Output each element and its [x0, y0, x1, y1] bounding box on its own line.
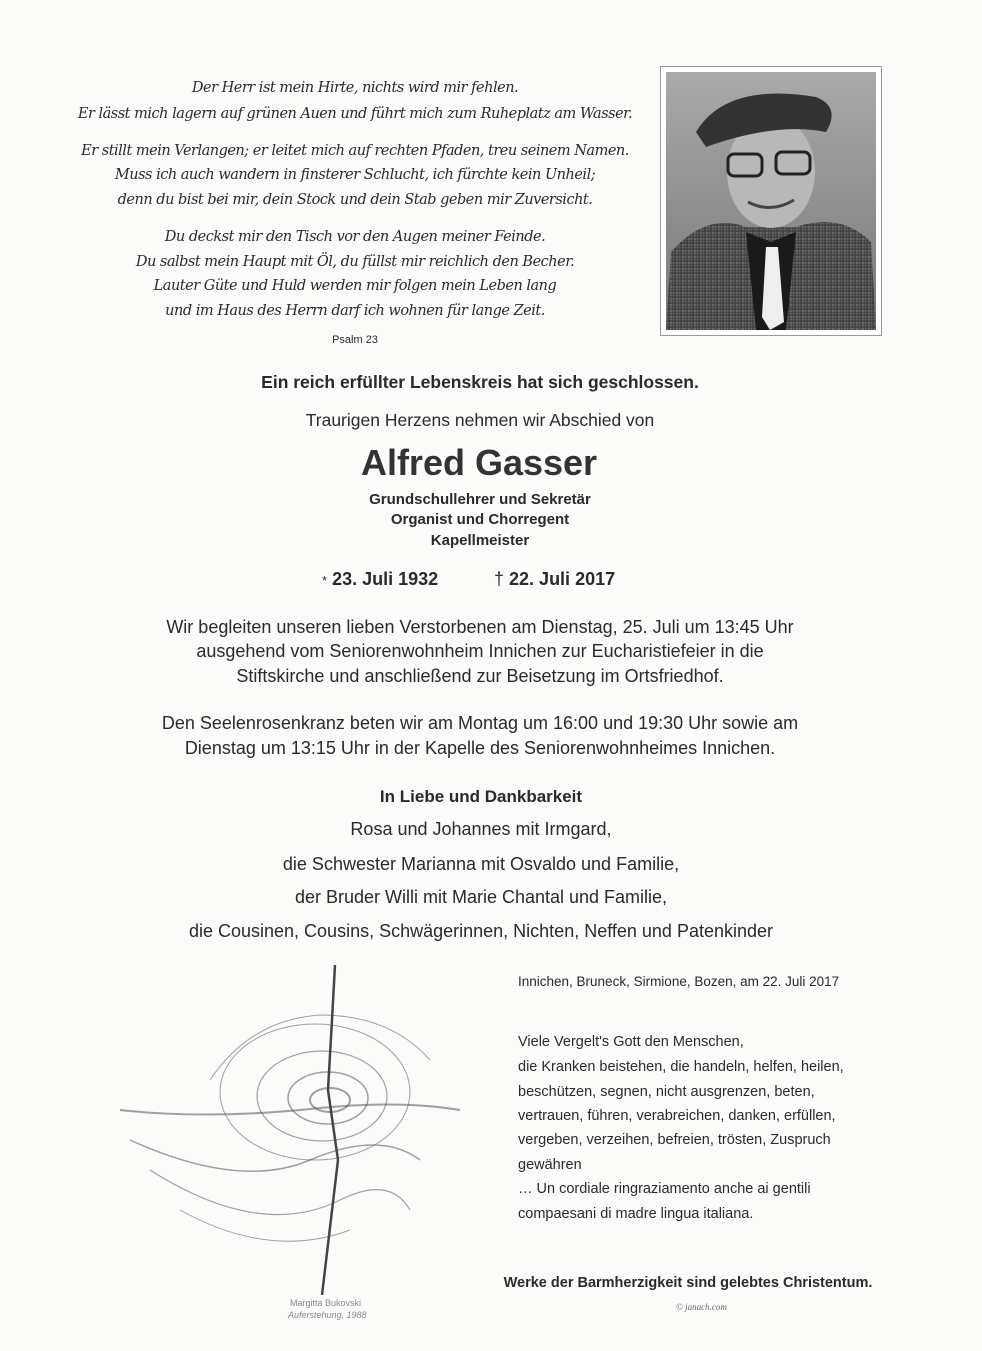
birth-symbol: *: [322, 573, 328, 588]
death-date-value: 22. Juli 2017: [509, 569, 616, 589]
deceased-role: Grundschullehrer und Sekretär: [369, 491, 591, 508]
thanks-line: beschützen, segnen, nicht ausgrenzen, beten,: [518, 1084, 815, 1100]
thanks-line: vergeben, verzeihen, befreien, trösten, Zuspruch: [518, 1132, 831, 1148]
funeral-line: ausgehend vom Seniorenwohnheim Innichen zur Eucharistiefeier in die: [196, 641, 764, 661]
artwork-title: Auferstehung, 1988: [288, 1310, 367, 1320]
mourner-line: die Cousinen, Cousins, Schwägerinnen, Nichten, Neffen und Patenkinder: [188, 921, 774, 941]
place-date: Innichen, Bruneck, Sirmione, Bozen, am 22. Juli 2017: [518, 974, 840, 989]
thanks-line: die Kranken beistehen, die handeln, helfen, heilen,: [518, 1059, 844, 1075]
birth-date: [322, 569, 438, 590]
thanks-line: compaesani di madre lingua italiana.: [518, 1206, 754, 1222]
thanks-line: … Un cordiale ringraziamento anche ai gentili: [518, 1181, 811, 1197]
death-date: [494, 569, 615, 590]
birth-date-value: 23. Juli 1932: [332, 569, 439, 589]
psalm-line: denn du bist bei mir, dein Stock und dein Stab geben mir Zuversicht.: [117, 192, 593, 208]
farewell-text: Traurigen Herzens nehmen wir Abschied von: [305, 410, 655, 430]
deceased-name: Alfred Gasser: [360, 442, 598, 483]
psalm-line: und im Haus des Herrn darf ich wohnen für lange Zeit.: [165, 303, 545, 319]
deceased-role: Kapellmeister: [430, 532, 530, 549]
artwork-drawing: [60, 960, 480, 1300]
psalm-line: Muss ich auch wandern in finsterer Schlucht, ich fürchte kein Unheil;: [114, 167, 596, 183]
portrait-photo: [660, 66, 882, 336]
thanks-line: gewähren: [518, 1157, 582, 1173]
psalm-line: Du salbst mein Haupt mit Öl, du füllst mir reichlich den Becher.: [135, 254, 575, 270]
psalm-line: Er stillt mein Verlangen; er leitet mich auf rechten Pfaden, treu seinem Namen.: [81, 143, 629, 159]
psalm-source: Psalm 23: [332, 334, 378, 346]
mourner-line: Rosa und Johannes mit Irmgard,: [350, 819, 612, 839]
mourner-line: der Bruder Willi mit Marie Chantal und Familie,: [294, 887, 668, 907]
thanks-line: Viele Vergelt's Gott den Menschen,: [518, 1034, 744, 1050]
psalm-line: Lauter Güte und Huld werden mir folgen mein Leben lang: [153, 278, 557, 294]
psalm-line: Der Herr ist mein Hirte, nichts wird mir fehlen.: [191, 80, 519, 96]
death-symbol: †: [494, 569, 505, 589]
mourner-line: die Schwester Marianna mit Osvaldo und Familie,: [282, 854, 680, 874]
artist-name: Margitta Bukovski: [290, 1298, 362, 1308]
funeral-line: Stiftskirche und anschließend zur Beisetzung im Ortsfriedhof.: [236, 666, 724, 686]
rosary-line: Den Seelenrosenkranz beten wir am Montag um 16:00 und 19:30 Uhr sowie am: [161, 713, 799, 733]
funeral-line: Wir begleiten unseren lieben Verstorbenen am Dienstag, 25. Juli um 13:45 Uhr: [166, 617, 794, 637]
psalm-line: Du deckst mir den Tisch vor den Augen meiner Feinde.: [164, 229, 546, 245]
copyright: © janach.com: [676, 1302, 727, 1312]
headline: Ein reich erfüllter Lebenskreis hat sich geschlossen.: [261, 372, 699, 392]
mourners-heading: In Liebe und Dankbarkeit: [379, 787, 583, 806]
thanks-line: vertrauen, führen, verabreichen, danken, erfüllen,: [518, 1108, 836, 1124]
deceased-role: Organist und Chorregent: [390, 511, 570, 528]
closing-line: Werke der Barmherzigkeit sind gelebtes Christentum.: [503, 1275, 873, 1291]
rosary-line: Dienstag um 13:15 Uhr in der Kapelle des Seniorenwohnheimes Innichen.: [184, 738, 776, 758]
psalm-line: Er lässt mich lagern auf grünen Auen und führt mich zum Ruheplatz am Wasser.: [77, 106, 633, 122]
